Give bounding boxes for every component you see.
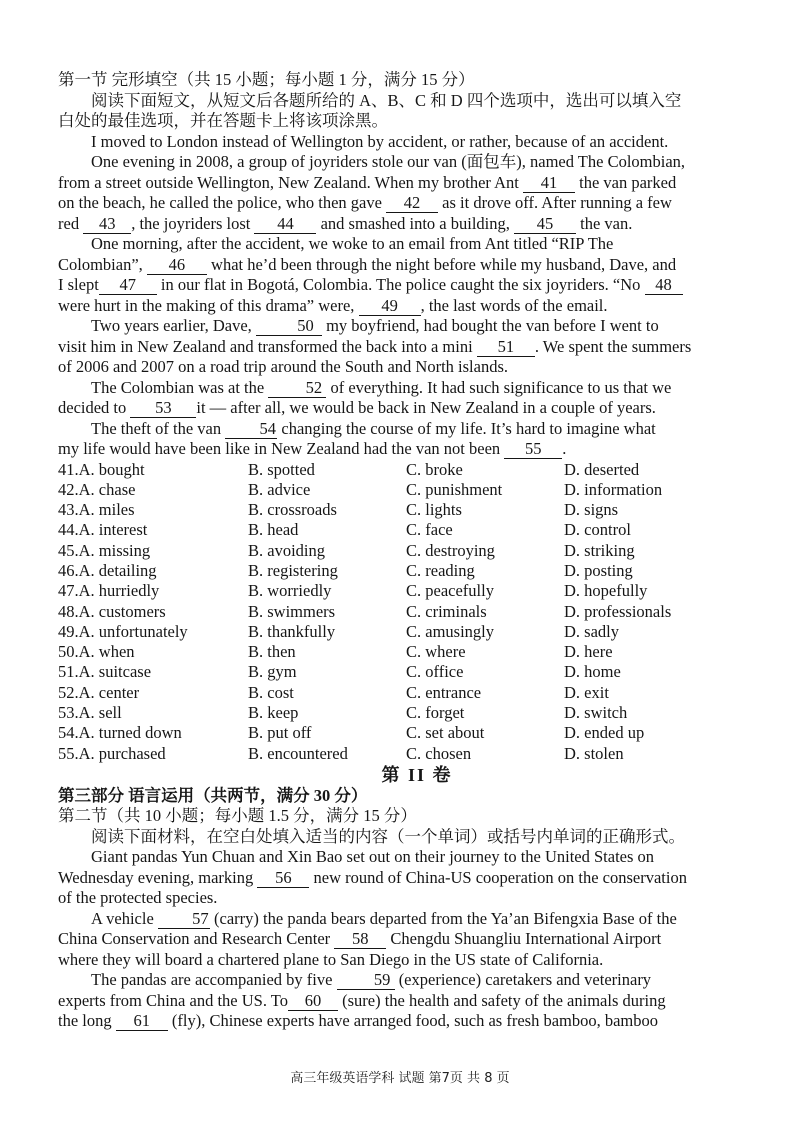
option-row <box>58 500 746 520</box>
option-a: 53.A. sell <box>58 703 122 723</box>
option-d: D. deserted <box>564 459 640 479</box>
part-2-title: 第 II 卷 <box>381 764 453 785</box>
option-a: 52.A. center <box>58 682 140 702</box>
passage1-p3-line3: I slept 47 in our flat in Bogotá, Colombia. The police caught the six joyriders. “No 48 <box>58 275 746 296</box>
option-b: B. gym <box>248 662 297 682</box>
option-row <box>58 703 746 723</box>
passage2-p2-line1: A vehicle 57 (carry) the panda bears departed from the Ya’an Bifengxia Base of the <box>91 908 677 928</box>
option-c: C. peacefully <box>406 581 494 601</box>
option-b: B. advice <box>248 479 311 499</box>
option-row <box>58 683 746 703</box>
option-a: 54.A. turned down <box>58 723 182 743</box>
option-row <box>58 541 746 561</box>
option-a: 51.A. suitcase <box>58 662 152 682</box>
blank-47: 47 <box>99 276 157 295</box>
passage1-p5-line2: decided to 53 it — after all, we would be back in New Zealand in a couple of years. <box>58 398 656 417</box>
option-d: D. stolen <box>564 743 624 763</box>
option-b: B. crossroads <box>248 500 337 520</box>
option-a: 50.A. when <box>58 642 135 662</box>
blank-43: 43 <box>83 215 131 234</box>
passage2-p1-line2: Wednesday evening, marking 56 new round of China-US cooperation on the conservation <box>58 867 687 887</box>
blank-45: 45 <box>514 215 576 234</box>
option-b: B. cost <box>248 682 294 702</box>
option-b: B. encountered <box>248 743 348 763</box>
option-row <box>58 744 746 764</box>
option-a: 46.A. detailing <box>58 560 157 580</box>
option-b: B. worriedly <box>248 581 332 601</box>
option-row <box>58 662 746 682</box>
passage1-p1: I moved to London instead of Wellington by accident, or rather, because of an accident. <box>91 131 669 151</box>
option-row <box>58 460 746 480</box>
option-c: C. broke <box>406 459 463 479</box>
option-d: D. professionals <box>564 601 672 621</box>
option-a: 48.A. customers <box>58 601 166 621</box>
option-row <box>58 561 746 581</box>
option-c: C. lights <box>406 500 462 520</box>
blank-49: 49 <box>359 297 421 316</box>
passage1-p6-line1: The theft of the van 54 changing the course of my life. It’s hard to imagine what <box>91 418 656 438</box>
blank-42: 42 <box>386 194 438 213</box>
passage1-p4-line3: of 2006 and 2007 on a road trip around the South and North islands. <box>58 357 509 376</box>
option-b: B. put off <box>248 723 312 743</box>
passage1-p2-line3: on the beach, he called the police, who then gave 42 as it drove off. After running a few <box>58 193 672 212</box>
option-row <box>58 723 746 743</box>
option-c: C. chosen <box>406 743 472 763</box>
page-footer: 高三年级英语学科 试题 第7页 共 8 页 <box>290 1071 510 1086</box>
option-b: B. registering <box>248 560 338 580</box>
blank-53: 53 <box>130 399 196 418</box>
options-list <box>58 460 746 764</box>
option-d: D. switch <box>564 703 628 723</box>
blank-51: 51 <box>477 338 535 357</box>
option-row <box>58 602 746 622</box>
option-a: 45.A. missing <box>58 540 151 560</box>
option-c: C. punishment <box>406 479 503 499</box>
blank-52: 52 <box>268 379 326 398</box>
passage1-p3-line2: Colombian”, 46 what he’d been through the night before while my husband, Dave, and <box>58 254 677 274</box>
option-b: B. spotted <box>248 459 315 479</box>
passage1-p3-line4: were hurt in the making of this drama” were, 49 , the last words of the email. <box>58 295 608 315</box>
option-d: D. information <box>564 479 663 499</box>
option-a: 41.A. bought <box>58 459 145 479</box>
blank-59: 59 <box>337 971 395 990</box>
passage2-p3-line1: The pandas are accompanied by five 59 (experience) caretakers and veterinary <box>91 970 652 990</box>
passage1-p4-line2: visit him in New Zealand and transformed the back into a mini 51 . We spent the summers <box>58 336 692 356</box>
option-a: 43.A. miles <box>58 500 135 520</box>
passage1-p2-line1: One evening in 2008, a group of joyriders stole our van (面包车), named The Colombian, <box>91 152 686 171</box>
blank-58: 58 <box>334 930 386 949</box>
option-a: 47.A. hurriedly <box>58 581 160 601</box>
section1-instruction-1: 阅读下面短文，从短文后各题所给的 A、B、C 和 D 四个选项中，选出可以填入空 <box>91 90 682 110</box>
option-row <box>58 642 746 662</box>
option-c: C. where <box>406 642 466 662</box>
blank-60: 60 <box>288 992 338 1011</box>
option-c: C. destroying <box>406 540 495 560</box>
option-d: D. control <box>564 520 631 540</box>
option-c: C. forget <box>406 703 465 723</box>
blank-44: 44 <box>254 215 316 234</box>
passage1-p4-line1: Two years earlier, Dave, 50 my boyfriend, had bought the van before I went to <box>91 316 659 335</box>
option-c: C. set about <box>406 723 485 743</box>
option-c: C. entrance <box>406 682 482 702</box>
blank-50: 50 <box>256 317 322 336</box>
option-c: C. reading <box>406 560 475 580</box>
passage2-p3-line3: the long 61 (fly), Chinese experts have arranged food, such as fresh bamboo, bamboo <box>58 1011 659 1031</box>
section1-instruction-2: 白处的最佳选项，并在答题卡上将该项涂黑。 <box>58 111 388 130</box>
option-c: C. criminals <box>406 601 487 621</box>
option-c: C. office <box>406 662 464 682</box>
section1-title: 第一节 完形填空（共 15 小题；每小题 1 分，满分 15 分） <box>58 70 475 89</box>
option-b: B. thankfully <box>248 621 336 641</box>
option-b: B. avoiding <box>248 540 325 560</box>
option-row <box>58 480 746 500</box>
blank-46: 46 <box>147 256 207 275</box>
passage2-p3-line2: experts from China and the US. To 60 (sure) the health and safety of the animals during <box>58 990 666 1010</box>
blank-48: 48 <box>645 276 683 295</box>
option-d: D. home <box>564 662 621 682</box>
passage1-p5-line1: The Colombian was at the 52 of everything. It had such significance to us that we <box>91 377 672 397</box>
passage2-p2-line3: where they will board a chartered plane to San Diego in the US state of California. <box>58 949 604 969</box>
option-d: D. here <box>564 642 613 662</box>
option-d: D. exit <box>564 682 609 702</box>
section2-instruction: 阅读下面材料，在空白处填入适当的内容（一个单词）或括号内单词的正确形式。 <box>91 826 685 846</box>
option-d: D. posting <box>564 560 633 580</box>
option-c: C. face <box>406 520 453 540</box>
passage1-p6-line2: my life would have been like in New Zealand had the van not been 55 . <box>58 439 567 458</box>
option-a: 49.A. unfortunately <box>58 621 188 641</box>
option-d: D. striking <box>564 540 635 560</box>
passage1-p3-line1: One morning, after the accident, we woke to an email from Ant titled “RIP The <box>91 234 614 253</box>
option-c: C. amusingly <box>406 621 495 641</box>
blank-54: 54 <box>225 420 277 439</box>
blank-56: 56 <box>257 869 309 888</box>
passage2-p1-line3: of the protected species. <box>58 888 218 908</box>
exam-page <box>58 70 746 1032</box>
passage2-p2-line2: China Conservation and Research Center 58 Chengdu Shuangliu International Airport <box>58 929 662 949</box>
part-3-title: 第三部分 语言运用（共两节，满分 30 分） <box>58 785 368 805</box>
passage2-p1-line1: Giant pandas Yun Chuan and Xin Bao set out on their journey to the United States on <box>91 847 655 867</box>
blank-55: 55 <box>504 440 562 459</box>
passage1-p2-line4: red 43 , the joyriders lost 44 and smashed into a building, 45 the van. <box>58 213 633 233</box>
option-row <box>58 581 746 601</box>
option-d: D. sadly <box>564 621 619 641</box>
blank-57: 57 <box>158 910 210 929</box>
option-a: 55.A. purchased <box>58 743 166 763</box>
option-row <box>58 622 746 642</box>
option-row <box>58 520 746 540</box>
option-b: B. keep <box>248 703 299 723</box>
option-a: 44.A. interest <box>58 520 148 540</box>
option-d: D. hopefully <box>564 581 648 601</box>
blank-41: 41 <box>523 174 575 193</box>
option-d: D. signs <box>564 500 619 520</box>
passage1-p2-line2: from a street outside Wellington, New Zealand. When my brother Ant 41 the van parked <box>58 172 677 192</box>
section2-title: 第二节（共 10 小题；每小题 1.5 分，满分 15 分） <box>58 806 417 826</box>
blank-61: 61 <box>116 1012 168 1031</box>
option-b: B. head <box>248 520 299 540</box>
option-a: 42.A. chase <box>58 479 136 499</box>
option-b: B. then <box>248 642 296 662</box>
option-d: D. ended up <box>564 723 645 743</box>
option-b: B. swimmers <box>248 601 336 621</box>
